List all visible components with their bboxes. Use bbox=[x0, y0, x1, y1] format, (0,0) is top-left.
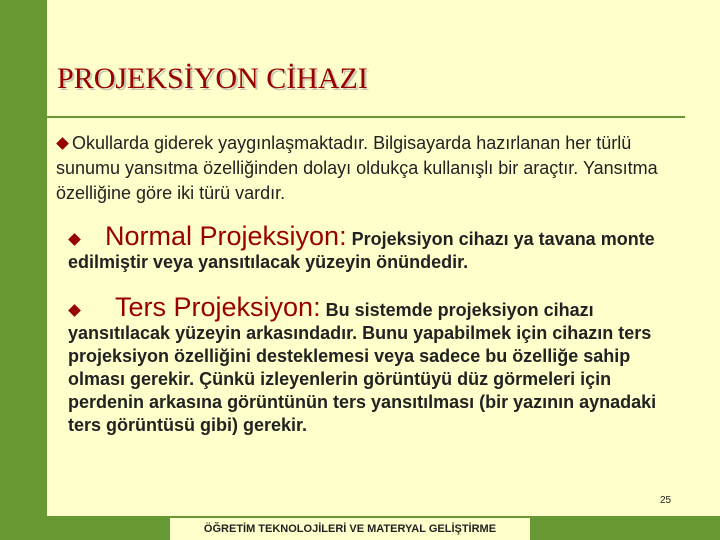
page-number: 25 bbox=[660, 495, 672, 506]
slide-title: PROJEKSİYON CİHAZI bbox=[57, 62, 368, 95]
footer-title: ÖĞRETİM TEKNOLOJİLERİ VE MATERYAL GELİŞTİRME bbox=[170, 518, 530, 540]
intro-text: Okullarda giderek yaygınlaşmaktadır. Bilgisayarda hazırlanan her türlü sunumu yansıtma özelliğinden dolayı oldukça kullanışlı bir araçtır. Yansıtma özelliğine göre iki türü vardır. bbox=[56, 133, 658, 203]
list-item-rear-projection bbox=[68, 292, 678, 437]
diamond-bullet-icon bbox=[56, 137, 69, 150]
item-heading: Normal Projeksiyon: bbox=[105, 221, 347, 251]
item-body: Bu sistemde projeksiyon cihazı yansıtılacak yüzeyin arkasındadır. Bunu yapabilmek için cihazın ters projeksiyon özelliğini desteklemesi veya sadece bu özelliğe sahip olması gerekir. Çünkü izleyenlerin görüntüyü düz görmeleri için perdenin arkasına görüntünün ters yansıtılması (bir yazının aynadaki ters görüntüsü gibi) gerekir. bbox=[68, 300, 657, 435]
item-body: Projeksiyon cihazı ya tavana monte edilmiştir veya yansıtılacak yüzeyin önündedir. bbox=[68, 229, 655, 272]
item-heading: Ters Projeksiyon: bbox=[115, 292, 321, 322]
list-item-normal-projection bbox=[68, 221, 678, 274]
intro-paragraph bbox=[56, 131, 666, 206]
left-decorative-bar bbox=[0, 0, 47, 540]
diamond-bullet-icon bbox=[68, 233, 81, 246]
diamond-bullet-icon bbox=[68, 304, 81, 317]
title-divider bbox=[47, 116, 685, 118]
